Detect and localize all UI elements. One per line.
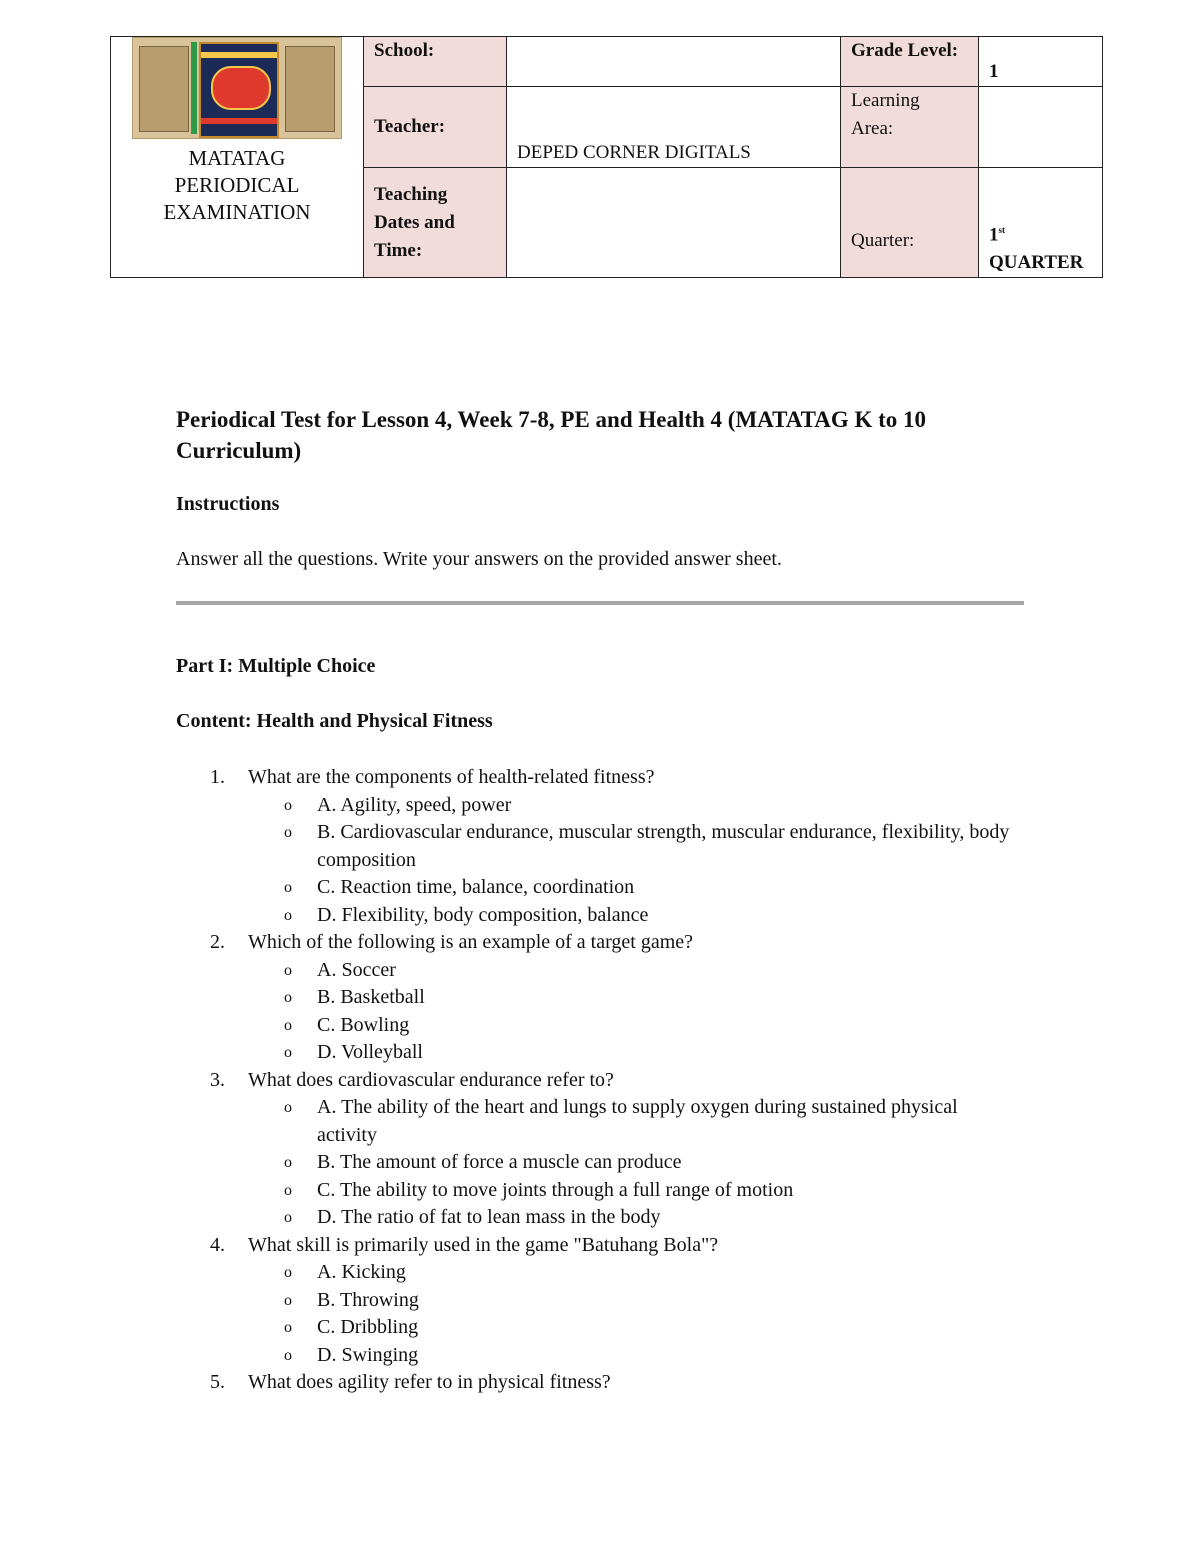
question-number: 5. bbox=[210, 1371, 225, 1393]
bullet-icon: o bbox=[284, 989, 292, 1006]
deped-corner-logo bbox=[132, 37, 342, 139]
option-text: D. Volleyball bbox=[317, 1041, 423, 1063]
option-text: C. Bowling bbox=[317, 1013, 410, 1036]
answer-option bbox=[176, 1039, 1016, 1067]
question-text: What are the components of health-related fitness? bbox=[248, 766, 655, 788]
answer-option bbox=[176, 902, 1016, 930]
caption-line-1: MATATAG bbox=[188, 146, 286, 170]
option-text: C. Reaction time, balance, coordination bbox=[317, 876, 635, 898]
section-divider bbox=[176, 601, 1024, 605]
option-text: B. Basketball bbox=[317, 986, 425, 1008]
option-text: D. Swinging bbox=[317, 1343, 419, 1366]
bullet-icon: o bbox=[284, 796, 292, 814]
logo-cell bbox=[111, 37, 364, 278]
answer-option bbox=[176, 1094, 1016, 1149]
bullet-icon: o bbox=[284, 1154, 292, 1171]
answer-option bbox=[176, 1287, 1016, 1315]
quarter-value: 1st QUARTER bbox=[979, 168, 1103, 278]
logo-left-panel bbox=[139, 46, 189, 132]
question-text: What does agility refer to in physical fitness? bbox=[248, 1371, 611, 1393]
bullet-icon: o bbox=[284, 961, 292, 979]
bullet-icon: o bbox=[284, 1291, 292, 1309]
bullet-icon: o bbox=[284, 879, 292, 896]
logo-badge bbox=[211, 66, 271, 110]
option-text: A. Agility, speed, power bbox=[317, 793, 512, 816]
bullet-icon: o bbox=[284, 1346, 292, 1364]
answer-option bbox=[176, 1204, 1016, 1232]
teaching-dates-value bbox=[507, 168, 841, 278]
teacher-label: Teacher: bbox=[364, 87, 507, 168]
bullet-icon: o bbox=[284, 906, 292, 924]
bullet-icon: o bbox=[284, 1016, 292, 1034]
option-text: D. Flexibility, body composition, balance bbox=[317, 903, 649, 926]
option-text: B. Throwing bbox=[317, 1288, 419, 1311]
question-item bbox=[176, 1369, 1016, 1397]
option-list bbox=[248, 792, 1016, 930]
answer-option bbox=[176, 984, 1016, 1012]
answer-option bbox=[176, 819, 1016, 874]
bullet-icon: o bbox=[284, 1264, 292, 1281]
answer-option bbox=[176, 957, 1016, 985]
option-text: A. Soccer bbox=[317, 958, 396, 981]
school-value bbox=[507, 37, 841, 87]
answer-option bbox=[176, 874, 1016, 902]
answer-option bbox=[176, 1177, 1016, 1205]
exam-title-caption bbox=[111, 145, 363, 226]
question-text: What does cardiovascular endurance refer to? bbox=[248, 1068, 614, 1091]
bullet-icon: o bbox=[284, 1181, 292, 1199]
option-text: D. The ratio of fat to lean mass in the body bbox=[317, 1206, 661, 1228]
option-text: C. The ability to move joints through a full range of motion bbox=[317, 1178, 794, 1201]
teaching-dates-label: Teaching Dates and Time: bbox=[364, 168, 507, 278]
quarter-label: Quarter: bbox=[841, 168, 979, 278]
option-list bbox=[248, 1094, 1016, 1232]
option-text: A. Kicking bbox=[317, 1261, 406, 1283]
instructions-text: Answer all the questions. Write your answers on the provided answer sheet. bbox=[176, 548, 782, 570]
bullet-icon: o bbox=[284, 1099, 292, 1116]
question-number: 3. bbox=[210, 1068, 225, 1091]
part-heading: Part I: Multiple Choice bbox=[176, 655, 376, 677]
instructions-heading: Instructions bbox=[176, 493, 280, 515]
logo-right-panel bbox=[285, 46, 335, 132]
answer-option bbox=[176, 1149, 1016, 1177]
question-number: 4. bbox=[210, 1233, 225, 1256]
learning-area-label: Learning Area: bbox=[841, 87, 979, 168]
school-label: School: bbox=[364, 37, 507, 87]
question-list bbox=[176, 764, 1016, 1397]
answer-option bbox=[176, 1314, 1016, 1342]
question-text: What skill is primarily used in the game "Batuhang Bola"? bbox=[248, 1233, 719, 1256]
question-item bbox=[176, 929, 1016, 1067]
bullet-icon: o bbox=[284, 824, 292, 841]
teacher-value: DEPED CORNER DIGITALS bbox=[507, 87, 841, 168]
answer-option bbox=[176, 1259, 1016, 1287]
option-text: C. Dribbling bbox=[317, 1316, 419, 1338]
caption-line-3: EXAMINATION bbox=[163, 200, 311, 224]
exam-header-table bbox=[110, 36, 1103, 278]
bullet-icon: o bbox=[284, 1044, 292, 1061]
content-heading: Content: Health and Physical Fitness bbox=[176, 710, 493, 732]
question-number: 2. bbox=[210, 931, 225, 953]
learning-area-value bbox=[979, 87, 1103, 168]
question-text: Which of the following is an example of a target game? bbox=[248, 931, 694, 953]
bullet-icon: o bbox=[284, 1319, 292, 1336]
option-text: B. Cardiovascular endurance, muscular strength, muscular endurance, flexibility, body composition bbox=[317, 821, 1010, 871]
option-list bbox=[248, 957, 1016, 1067]
answer-option bbox=[176, 792, 1016, 820]
option-list bbox=[248, 1259, 1016, 1369]
answer-option bbox=[176, 1012, 1016, 1040]
grade-level-value: 1 bbox=[979, 37, 1103, 87]
logo-center-emblem bbox=[199, 42, 279, 138]
question-item bbox=[176, 1067, 1016, 1232]
question-number: 1. bbox=[210, 766, 225, 788]
option-text: B. The amount of force a muscle can produce bbox=[317, 1151, 682, 1173]
grade-level-label: Grade Level: bbox=[841, 37, 979, 87]
caption-line-2: PERIODICAL bbox=[174, 173, 300, 197]
page-title: Periodical Test for Lesson 4, Week 7-8, PE and Health 4 (MATATAG K to 10 Curriculum) bbox=[176, 407, 927, 463]
answer-option bbox=[176, 1342, 1016, 1370]
question-item bbox=[176, 764, 1016, 929]
question-item bbox=[176, 1232, 1016, 1370]
bullet-icon: o bbox=[284, 1209, 292, 1226]
option-text: A. The ability of the heart and lungs to supply oxygen during sustained physical activity bbox=[317, 1096, 958, 1146]
